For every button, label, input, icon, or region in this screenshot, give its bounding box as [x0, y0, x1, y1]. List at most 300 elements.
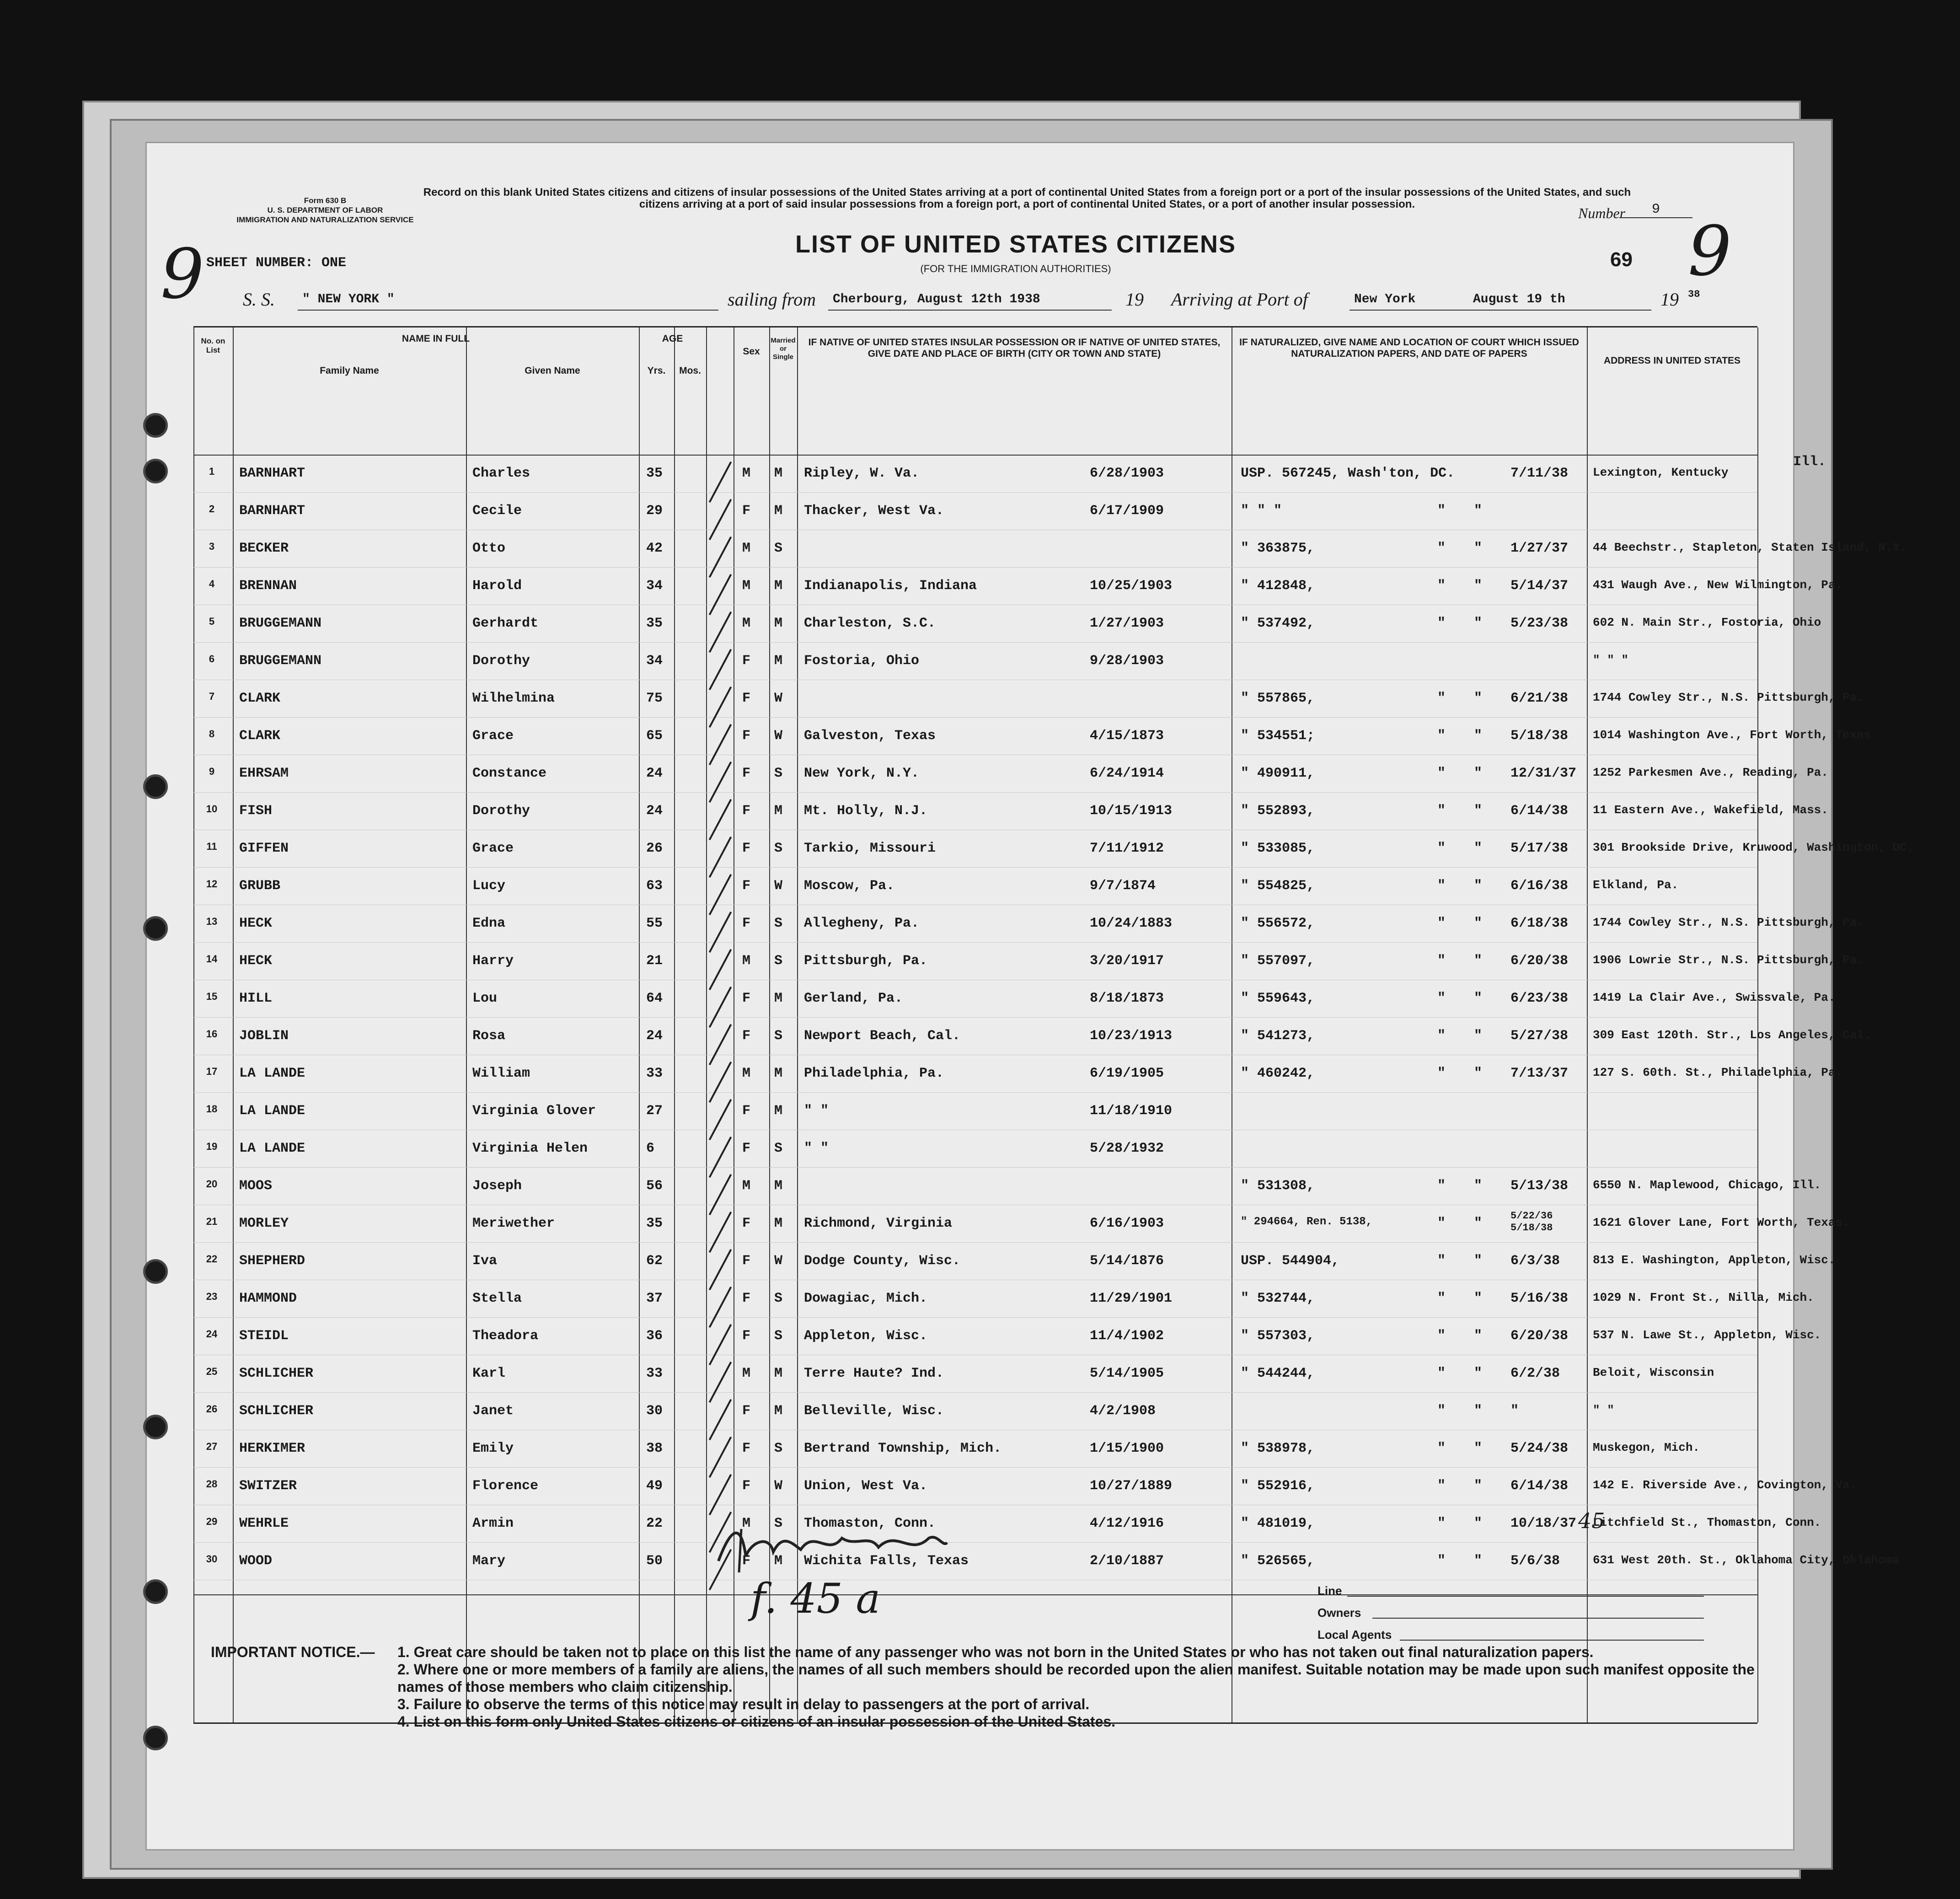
cell-paper-date: 5/6/38: [1510, 1553, 1560, 1569]
cell-sex: F: [742, 1478, 751, 1494]
cell-q2: ": [1474, 1066, 1483, 1081]
cell-place: Dodge County, Wisc.: [804, 1253, 961, 1269]
cell-family: EHRSAM: [239, 766, 289, 781]
cell-age: 33: [646, 1066, 663, 1081]
cell-sex: F: [742, 1441, 751, 1456]
cell-address: 813 E. Washington, Appleton, Wisc.: [1593, 1253, 1836, 1267]
cell-age: 34: [646, 653, 663, 669]
cell-q2: ": [1474, 1291, 1483, 1306]
cell-place: " ": [804, 1141, 829, 1156]
cell-q1: ": [1437, 1291, 1446, 1306]
cell-family: WEHRLE: [239, 1516, 289, 1531]
cell-marital: M: [774, 803, 783, 819]
cell-sex: M: [742, 953, 751, 969]
col-header-married: Married or Single: [771, 337, 796, 361]
cell-no: 25: [206, 1366, 218, 1377]
cell-paper-date: 6/14/38: [1510, 803, 1569, 819]
cell-given: Virginia Glover: [472, 1103, 596, 1119]
check-slash-icon: [709, 687, 732, 728]
cell-marital: M: [774, 1553, 783, 1569]
cell-no: 26: [206, 1403, 218, 1415]
cell-marital: S: [774, 766, 783, 781]
cell-place: Fostoria, Ohio: [804, 653, 920, 669]
cell-date: 8/18/1873: [1090, 991, 1164, 1006]
cell-q2: ": [1474, 841, 1483, 856]
binder-hole: [143, 459, 168, 483]
voyage-line: [243, 289, 1843, 311]
col-header-name-in-full: NAME IN FULL: [402, 333, 470, 344]
cell-paper-date: 5/22/36 5/18/38: [1510, 1210, 1553, 1234]
cell-q2: ": [1474, 728, 1483, 744]
cell-given: Lou: [472, 991, 498, 1006]
cell-family: SCHLICHER: [239, 1403, 314, 1419]
cell-q1: ": [1437, 991, 1446, 1006]
cell-marital: M: [774, 1066, 783, 1081]
binder-hole: [143, 774, 168, 799]
cell-court: " 412848,: [1241, 578, 1315, 594]
cell-given: Harold: [472, 578, 522, 594]
check-slash-icon: [709, 799, 732, 840]
notice-item-3: 3. Failure to observe the terms of this notice may result in delay to passengers at the port of arrival.: [397, 1696, 1090, 1712]
header-bottom-rule: [193, 455, 1757, 456]
cell-place: Newport Beach, Cal.: [804, 1028, 961, 1044]
arriving-label: Arriving at Port of: [1171, 289, 1308, 310]
cell-court: " 541273,: [1241, 1028, 1315, 1044]
row-rule: [193, 867, 1757, 868]
number-value: 9: [1619, 202, 1692, 218]
cell-paper-date: 10/18/37: [1510, 1516, 1577, 1531]
cell-court: " 533085,: [1241, 841, 1315, 856]
cell-marital: M: [774, 1216, 783, 1231]
check-slash-icon: [709, 1174, 732, 1215]
row-rule: [193, 792, 1757, 793]
row-rule: [193, 942, 1757, 943]
cell-given: Cecile: [472, 503, 522, 519]
check-slash-icon: [709, 1099, 732, 1140]
margin-note: Ill.: [1793, 454, 1826, 470]
cell-age: 22: [646, 1516, 663, 1531]
cell-date: 6/17/1909: [1090, 503, 1164, 519]
cell-family: WOOD: [239, 1553, 273, 1569]
cell-paper-date: 6/16/38: [1510, 878, 1569, 894]
cell-given: Gerhardt: [472, 616, 539, 631]
cell-address: 309 East 120th. Str., Los Angeles, Cal.: [1593, 1028, 1871, 1042]
form-preamble: Record on this blank United States citizens and citizens of insular possessions of the United States arriving at a port of continental United States from a foreign port or a port of the insular possessions of the United States, and such citizens arriving at a port of said insular possessions from a foreign port, a port of continental United States, or a port of another insular possession.: [423, 186, 1631, 210]
cell-no: 8: [209, 728, 215, 740]
cell-family: GRUBB: [239, 878, 281, 894]
notice-items: [397, 1643, 1774, 1730]
cell-given: Edna: [472, 916, 506, 931]
cell-sex: F: [742, 1253, 751, 1269]
cell-marital: M: [774, 991, 783, 1006]
cell-sex: F: [742, 991, 751, 1006]
cell-q1: ": [1437, 1253, 1446, 1269]
check-slash-icon: [709, 1024, 732, 1065]
cell-age: 36: [646, 1328, 663, 1344]
cell-given: William: [472, 1066, 530, 1081]
cell-paper-date: 12/31/37: [1510, 766, 1577, 781]
cell-sex: F: [742, 1103, 751, 1119]
check-slash-icon: [709, 1399, 732, 1440]
cell-marital: M: [774, 466, 783, 481]
cell-place: Philadelphia, Pa.: [804, 1066, 944, 1081]
cell-marital: M: [774, 578, 783, 594]
column-rule: [1757, 327, 1758, 1722]
cell-paper-date: ": [1510, 1403, 1519, 1419]
page-subtitle: (FOR THE IMMIGRATION AUTHORITIES): [920, 263, 1111, 274]
cell-sex: M: [742, 1366, 751, 1381]
cell-marital: S: [774, 1028, 783, 1044]
cell-paper-date: 6/20/38: [1510, 953, 1569, 969]
cell-place: Galveston, Texas: [804, 728, 936, 744]
cell-q1: ": [1437, 1553, 1446, 1569]
cell-court: " 554825,: [1241, 878, 1315, 894]
cell-age: 6: [646, 1141, 655, 1156]
cell-place: Richmond, Virginia: [804, 1216, 953, 1231]
cell-court: " " ": [1241, 503, 1282, 519]
cell-date: 11/4/1902: [1090, 1328, 1164, 1344]
cell-family: LA LANDE: [239, 1141, 305, 1156]
binder-hole: [143, 413, 168, 438]
binder-hole: [143, 1415, 168, 1439]
department-name: U. S. DEPARTMENT OF LABOR: [267, 206, 383, 215]
cell-paper-date: 6/18/38: [1510, 916, 1569, 931]
cell-q1: ": [1437, 841, 1446, 856]
cell-q2: ": [1474, 1216, 1483, 1231]
ship-underline: [298, 309, 718, 311]
cell-sex: M: [742, 616, 751, 631]
cell-family: LA LANDE: [239, 1103, 305, 1119]
check-slash-icon: [709, 1249, 732, 1290]
cell-no: 12: [206, 878, 218, 890]
cell-marital: M: [774, 1366, 783, 1381]
cell-place: Appleton, Wisc.: [804, 1328, 928, 1344]
check-slash-icon: [709, 536, 732, 578]
cell-given: Emily: [472, 1441, 514, 1456]
cell-date: 5/28/1932: [1090, 1141, 1164, 1156]
cell-court: " 534551;: [1241, 728, 1315, 744]
column-rule: [466, 327, 467, 1722]
footer-line-label: Line: [1317, 1584, 1342, 1598]
cell-age: 62: [646, 1253, 663, 1269]
binder-hole: [143, 1259, 168, 1284]
cell-family: BARNHART: [239, 466, 305, 481]
cell-marital: S: [774, 1141, 783, 1156]
cell-marital: W: [774, 878, 783, 894]
cell-family: LA LANDE: [239, 1066, 305, 1081]
sailing-from: Cherbourg, August 12th 1938: [833, 292, 1040, 306]
cell-date: 6/28/1903: [1090, 466, 1164, 481]
cell-address: Litchfield St., Thomaston, Conn.: [1593, 1516, 1821, 1529]
cell-court: USP. 544904,: [1241, 1253, 1340, 1269]
cell-date: 2/10/1887: [1090, 1553, 1164, 1569]
cell-date: 11/29/1901: [1090, 1291, 1173, 1306]
row-rule: [193, 1542, 1757, 1543]
column-rule: [706, 327, 707, 1722]
cell-family: HAMMOND: [239, 1291, 297, 1306]
row-rule: [193, 717, 1757, 718]
cell-q2: ": [1474, 1178, 1483, 1194]
cell-paper-date: 6/14/38: [1510, 1478, 1569, 1494]
check-slash-icon: [709, 649, 732, 690]
cell-date: 4/12/1916: [1090, 1516, 1164, 1531]
cell-given: Theadora: [472, 1328, 539, 1344]
cell-q1: ": [1437, 1478, 1446, 1494]
cell-court: " 552916,: [1241, 1478, 1315, 1494]
cell-marital: S: [774, 841, 783, 856]
cell-no: 6: [209, 653, 215, 665]
cell-court: " 559643,: [1241, 991, 1315, 1006]
cell-court: " 538978,: [1241, 1441, 1315, 1456]
cell-q1: ": [1437, 1366, 1446, 1381]
form-number: Form 630 B: [304, 196, 347, 205]
row-rule: [193, 1467, 1757, 1468]
cell-marital: S: [774, 916, 783, 931]
binder-hole: [143, 1579, 168, 1604]
cell-address: 1252 Parkesmen Ave., Reading, Pa.: [1593, 766, 1828, 779]
cell-q1: ": [1437, 541, 1446, 556]
cell-court: " 526565,: [1241, 1553, 1315, 1569]
column-rule: [233, 327, 234, 1722]
cell-paper-date: 7/11/38: [1510, 466, 1569, 481]
cell-age: 75: [646, 691, 663, 706]
cell-given: Meriwether: [472, 1216, 555, 1231]
column-rule: [769, 327, 770, 1722]
cell-q1: ": [1437, 1066, 1446, 1081]
cell-date: 11/18/1910: [1090, 1103, 1173, 1119]
service-name: IMMIGRATION AND NATURALIZATION SERVICE: [236, 215, 414, 224]
handwritten-mark-left: 9: [161, 235, 204, 314]
cell-sex: M: [742, 578, 751, 594]
cell-place: Indianapolis, Indiana: [804, 578, 977, 594]
check-slash-icon: [709, 874, 732, 915]
cell-q1: ": [1437, 1328, 1446, 1344]
cell-q1: ": [1437, 1178, 1446, 1194]
cell-place: Union, West Va.: [804, 1478, 928, 1494]
cell-no: 14: [206, 953, 218, 965]
cell-address: 1014 Washington Ave., Fort Worth, Texas: [1593, 728, 1871, 742]
cell-sex: F: [742, 503, 751, 519]
form-header-block: [206, 196, 444, 225]
cell-age: 24: [646, 803, 663, 819]
cell-marital: M: [774, 1403, 783, 1419]
cell-family: MORLEY: [239, 1216, 289, 1231]
check-slash-icon: [709, 499, 732, 540]
cell-q1: ": [1437, 766, 1446, 781]
cell-place: Charleston, S.C.: [804, 616, 936, 631]
col-header-yrs: Yrs.: [647, 365, 666, 376]
cell-address: 537 N. Lawe St., Appleton, Wisc.: [1593, 1328, 1821, 1342]
manifest-page: [145, 142, 1914, 1851]
cell-court: " 532744,: [1241, 1291, 1315, 1306]
cell-age: 50: [646, 1553, 663, 1569]
cell-q1: ": [1437, 616, 1446, 631]
cell-paper-date: 5/24/38: [1510, 1441, 1569, 1456]
cell-date: 4/15/1873: [1090, 728, 1164, 744]
cell-q1: ": [1437, 1216, 1446, 1231]
cell-court: USP. 567245, Wash'ton, DC.: [1241, 466, 1455, 481]
cell-place: " ": [804, 1103, 829, 1119]
cell-place: Terre Haute? Ind.: [804, 1366, 944, 1381]
col-header-family: Family Name: [320, 365, 379, 376]
cell-given: Armin: [472, 1516, 514, 1531]
cell-age: 55: [646, 916, 663, 931]
cell-age: 64: [646, 991, 663, 1006]
cell-no: 27: [206, 1441, 218, 1452]
handwritten-mark-right: 9: [1688, 212, 1732, 291]
cell-address: 431 Waugh Ave., New Wilmington, Pa.: [1593, 578, 1843, 592]
col-header-address: ADDRESS IN UNITED STATES: [1603, 355, 1741, 366]
cell-address: 1744 Cowley Str., N.S. Pittsburgh, Pa.: [1593, 916, 1864, 929]
cell-q2: ": [1474, 1366, 1483, 1381]
check-slash-icon: [709, 1474, 732, 1515]
cell-q1: ": [1437, 1441, 1446, 1456]
cell-age: 29: [646, 503, 663, 519]
check-slash-icon: [709, 837, 732, 878]
cell-place: Moscow, Pa.: [804, 878, 895, 894]
cell-date: 6/19/1905: [1090, 1066, 1164, 1081]
column-rule: [797, 327, 798, 1722]
cell-no: 16: [206, 1028, 218, 1040]
cell-court: " 490911,: [1241, 766, 1315, 781]
cell-given: Virginia Helen: [472, 1141, 588, 1156]
cell-q2: ": [1474, 1253, 1483, 1269]
cell-address: " ": [1593, 1403, 1614, 1417]
year-prefix-2: 19: [1660, 289, 1679, 310]
row-rule: [193, 1092, 1757, 1093]
cell-address: 1029 N. Front St., Nilla, Mich.: [1593, 1291, 1814, 1304]
row-rule: [193, 492, 1757, 493]
cell-paper-date: 6/23/38: [1510, 991, 1569, 1006]
cell-no: 17: [206, 1066, 218, 1077]
cell-q1: ": [1437, 578, 1446, 594]
cell-given: Florence: [472, 1478, 539, 1494]
cell-q2: ": [1474, 1403, 1483, 1419]
cell-q2: ": [1474, 503, 1483, 519]
cell-date: 4/2/1908: [1090, 1403, 1156, 1419]
cell-marital: W: [774, 1478, 783, 1494]
cell-q2: ": [1474, 616, 1483, 631]
cell-age: 49: [646, 1478, 663, 1494]
arrival-port: New York: [1354, 292, 1416, 306]
cell-sex: M: [742, 541, 751, 556]
cell-paper-date: 5/13/38: [1510, 1178, 1569, 1194]
cell-family: FISH: [239, 803, 273, 819]
cell-place: Mt. Holly, N.J.: [804, 803, 928, 819]
cell-family: SCHLICHER: [239, 1366, 314, 1381]
page-title: LIST OF UNITED STATES CITIZENS: [795, 231, 1236, 258]
cell-marital: S: [774, 541, 783, 556]
cell-paper-date: 5/17/38: [1510, 841, 1569, 856]
cell-address: " " ": [1593, 653, 1629, 667]
ship-label: S. S.: [243, 289, 275, 310]
cell-marital: W: [774, 1253, 783, 1269]
cell-marital: S: [774, 1516, 783, 1531]
cell-paper-date: 1/27/37: [1510, 541, 1569, 556]
cell-given: Harry: [472, 953, 514, 969]
cell-no: 21: [206, 1216, 218, 1227]
cell-marital: M: [774, 503, 783, 519]
cell-family: BRUGGEMANN: [239, 616, 322, 631]
cell-no: 10: [206, 803, 218, 815]
cell-no: 5: [209, 616, 215, 627]
col-header-given: Given Name: [525, 365, 580, 376]
cell-sex: M: [742, 1178, 751, 1194]
cell-q2: ": [1474, 766, 1483, 781]
notice-item-1: 1. Great care should be taken not to place on this list the name of any passenger who was not born in the United States or who has not taken out final naturalization papers.: [397, 1644, 1594, 1660]
notice-item-4: 4. List on this form only United States citizens or citizens of an insular possession of the United States.: [397, 1713, 1116, 1730]
cell-marital: M: [774, 616, 783, 631]
check-slash-icon: [709, 461, 732, 503]
cell-address: Lexington, Kentucky: [1593, 466, 1729, 479]
cell-no: 13: [206, 916, 218, 927]
cell-court: " 557097,: [1241, 953, 1315, 969]
cell-given: Lucy: [472, 878, 506, 894]
cell-court: " 481019,: [1241, 1516, 1315, 1531]
cell-age: 38: [646, 1441, 663, 1456]
cell-sex: F: [742, 878, 751, 894]
cell-date: 10/27/1889: [1090, 1478, 1173, 1494]
cell-court: " 552893,: [1241, 803, 1315, 819]
cell-address: Beloit, Wisconsin: [1593, 1366, 1714, 1379]
officer-signature: [714, 1515, 952, 1582]
cell-marital: M: [774, 653, 783, 669]
cell-age: 30: [646, 1403, 663, 1419]
sheet-number: SHEET NUMBER: ONE: [206, 255, 347, 271]
cell-q1: ": [1437, 691, 1446, 706]
check-slash-icon: [709, 1287, 732, 1328]
year-suffix-2: 38: [1688, 289, 1700, 300]
cell-place: Wichita Falls, Texas: [804, 1553, 969, 1569]
cell-q1: ": [1437, 803, 1446, 819]
cell-sex: F: [742, 766, 751, 781]
footer-line-rule: [1347, 1595, 1704, 1597]
cell-date: 9/28/1903: [1090, 653, 1164, 669]
cell-sex: M: [742, 1516, 751, 1531]
year-prefix-1: 19: [1125, 289, 1144, 310]
cell-no: 1: [209, 466, 215, 477]
cell-family: CLARK: [239, 728, 281, 744]
cell-q2: ": [1474, 916, 1483, 931]
cell-sex: F: [742, 1328, 751, 1344]
cell-no: 22: [206, 1253, 218, 1265]
cell-no: 9: [209, 766, 215, 777]
cell-address: Muskegon, Mich.: [1593, 1441, 1700, 1454]
check-slash-icon: [709, 574, 732, 615]
cell-no: 30: [206, 1553, 218, 1565]
cell-given: Constance: [472, 766, 547, 781]
cell-family: MOOS: [239, 1178, 273, 1194]
cell-family: BRUGGEMANN: [239, 653, 322, 669]
cell-marital: M: [774, 1178, 783, 1194]
cell-address: 301 Brookside Drive, Kruwood, Washington, DC.: [1593, 841, 1914, 854]
cell-q2: ": [1474, 803, 1483, 819]
handwritten-count: 45: [1578, 1508, 1605, 1533]
cell-family: BARNHART: [239, 503, 305, 519]
cell-marital: W: [774, 691, 783, 706]
cell-court: " 556572,: [1241, 916, 1315, 931]
cell-q2: ": [1474, 1028, 1483, 1044]
cell-given: Stella: [472, 1291, 522, 1306]
ship-name: " NEW YORK ": [302, 292, 395, 306]
cell-no: 3: [209, 541, 215, 552]
cell-no: 24: [206, 1328, 218, 1340]
cell-marital: S: [774, 1291, 783, 1306]
cell-given: Karl: [472, 1366, 506, 1381]
cell-marital: S: [774, 1441, 783, 1456]
check-slash-icon: [709, 724, 732, 765]
cell-address: 1744 Cowley Str., N.S. Pittsburgh, Pa.: [1593, 691, 1864, 704]
